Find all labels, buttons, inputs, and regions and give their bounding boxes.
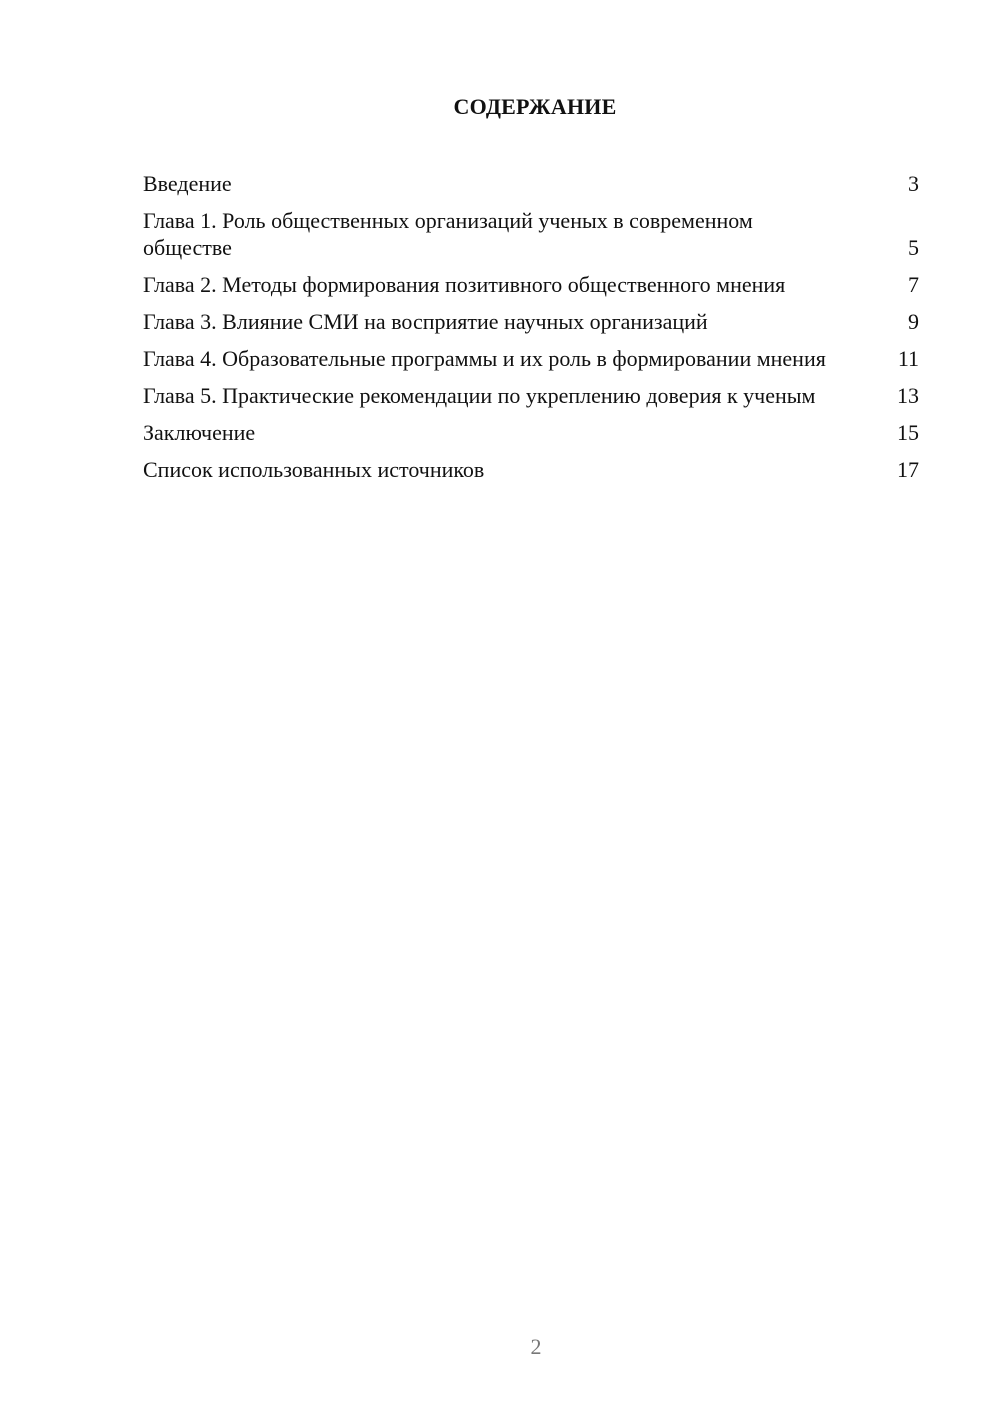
toc-entry-title: Глава 2. Методы формирования позитивного общественного мнения: [143, 272, 786, 297]
toc-entry-chapter-4: [143, 345, 919, 372]
toc-entry-title: Глава 1. Роль общественных организаций ученых в современном обществе: [143, 208, 753, 260]
toc-entry-title: Глава 5. Практические рекомендации по укреплению доверия к ученым: [143, 383, 816, 408]
toc-entry-page: 13: [897, 383, 919, 408]
toc-entry-title: Глава 4. Образовательные программы и их роль в формировании мнения: [143, 346, 826, 371]
toc-entry-title: Список использованных источников: [143, 457, 485, 482]
toc-entry-chapter-5: [143, 382, 919, 409]
toc-entry-page: 11: [897, 346, 919, 371]
toc-entry-chapter-2: [143, 271, 919, 298]
toc-entry-references: [143, 456, 919, 483]
toc-entry-page: 5: [908, 235, 919, 260]
toc-entry-chapter-1: [143, 207, 919, 261]
toc-entry-title: Глава 3. Влияние СМИ на восприятие научных организаций: [143, 309, 708, 334]
toc-entry-title: Введение: [143, 171, 232, 196]
toc-entry-page: 9: [908, 309, 919, 334]
toc-entry-introduction: [143, 170, 919, 197]
page-number: 2: [530, 1334, 542, 1359]
page-title: СОДЕРЖАНИЕ: [453, 94, 617, 119]
toc-entry-conclusion: [143, 419, 919, 446]
toc-entry-title: Заключение: [143, 420, 256, 445]
toc-entry-chapter-3: [143, 308, 919, 335]
toc-entry-page: 7: [908, 272, 919, 297]
toc-entry-page: 3: [908, 171, 919, 196]
toc-entry-page: 17: [897, 457, 919, 482]
toc-entry-page: 15: [897, 420, 919, 445]
table-of-contents: [143, 170, 919, 493]
